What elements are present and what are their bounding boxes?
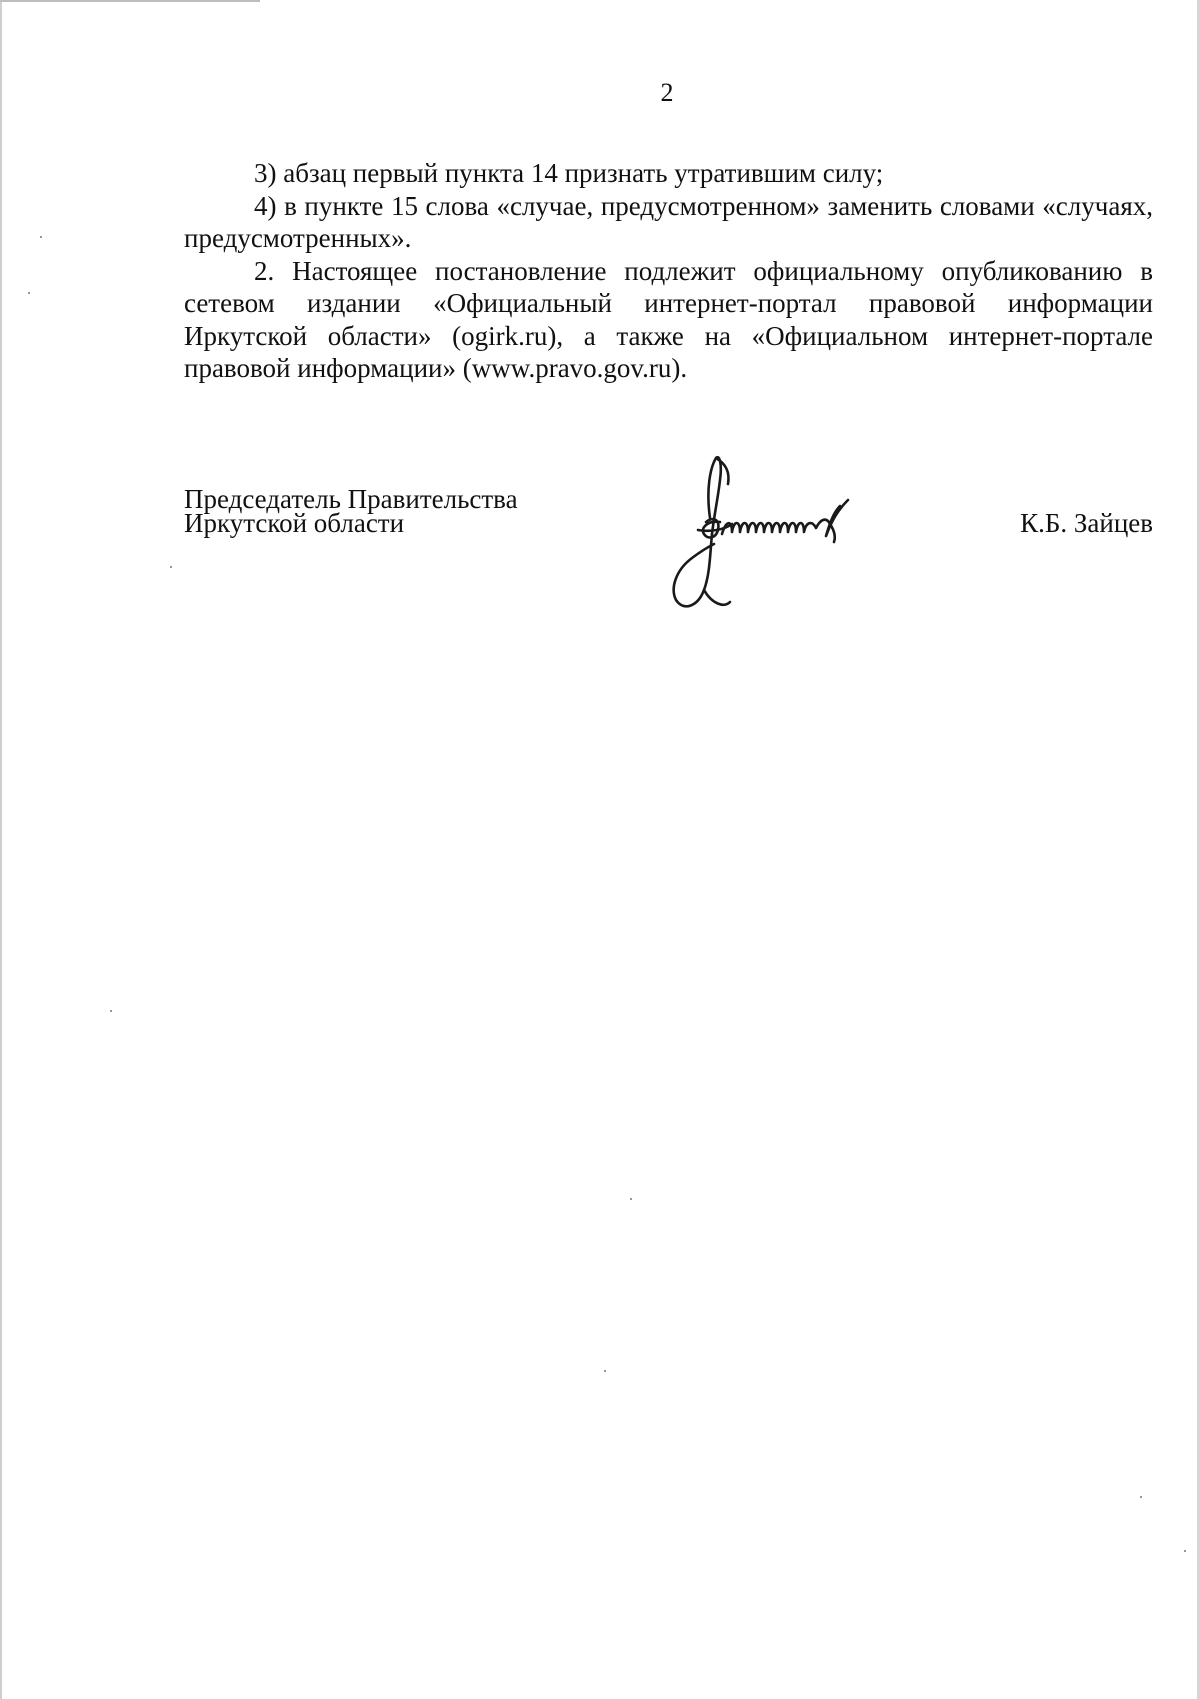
scan-speck (1140, 1496, 1142, 1498)
scan-edge (0, 0, 260, 2)
signatory-position (184, 484, 518, 538)
scan-speck (28, 292, 30, 294)
scan-speck (604, 1370, 606, 1372)
scan-speck (110, 1010, 112, 1012)
document-body (184, 157, 1153, 385)
page-number: 2 (660, 78, 674, 107)
scan-speck (170, 566, 172, 568)
scan-speck (40, 236, 42, 238)
scan-speck (630, 1198, 632, 1200)
scan-edge (0, 0, 2, 1699)
paragraph-item-4: 4) в пункте 15 слова «случае, предусмотренном» заменить словами «случаях, предусмотренных». (184, 190, 1153, 253)
position-line: Председатель Правительства (184, 484, 518, 514)
handwritten-signature (670, 450, 910, 620)
paragraph-publication: 2. Настоящее постановление подлежит официальному опубликованию в сетевом издании «Официальный интернет-портал правовой информации Иркутской области» (ogirk.ru), а также на «Официальном интернет-портале правовой информации» (www.pravo.gov.ru). (184, 255, 1153, 383)
paragraph-item-3: 3) абзац первый пункта 14 признать утратившим силу; (254, 158, 884, 188)
position-line: Иркутской области (184, 508, 405, 538)
signer-name: К.Б. Зайцев (1020, 508, 1153, 538)
scan-speck (1184, 1550, 1186, 1552)
